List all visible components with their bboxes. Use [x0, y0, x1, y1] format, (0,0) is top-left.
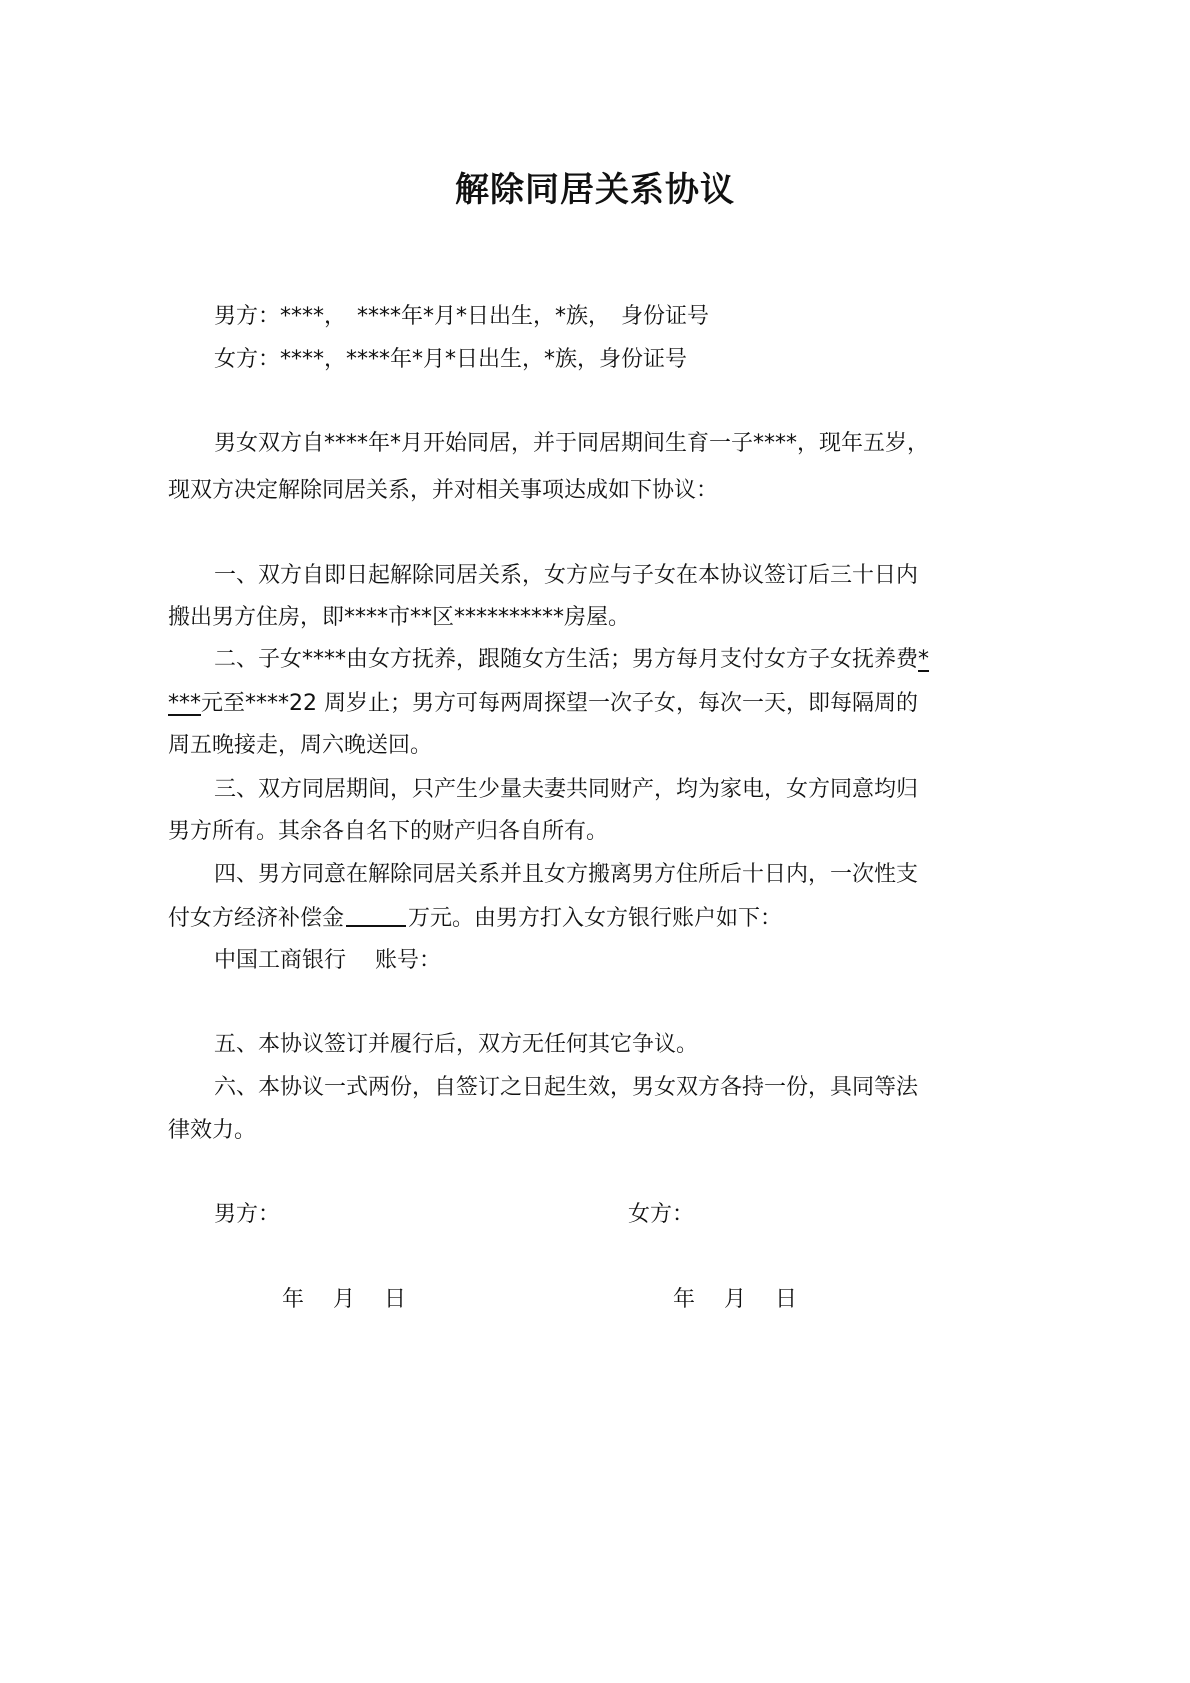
clause-2-text: 二、子女****由女方抚养，跟随女方生活；男方每月支付女方子女抚养费 — [214, 647, 919, 672]
clause-4-text-cont: 万元。由男方打入女方银行账户如下： — [408, 906, 783, 931]
intro-line-1: 男女双方自****年*月开始同居，并于同居期间生育一子****，现年五岁， — [214, 431, 930, 456]
clause-2-line-3: 周五晚接走，周六晚送回。 — [168, 733, 433, 758]
clause-4-text: 付女方经济补偿金 — [168, 906, 345, 931]
male-signature-label: 男方： — [214, 1202, 281, 1227]
document-title: 解除同居关系协议 — [455, 170, 735, 210]
clause-2-text-cont: 元至****22 周岁止；男方可每两周探望一次子女，每次一天，即每隔周的 — [201, 691, 918, 716]
support-amount-part-2: *** — [168, 691, 201, 716]
clause-2-line-2 — [168, 689, 918, 719]
female-party-info: 女方：****，****年*月*日出生，*族，身份证号 — [214, 347, 688, 372]
male-party-info: 男方：****， ****年*月*日出生，*族， 身份证号 — [214, 304, 710, 329]
clause-6-line-1: 六、本协议一式两份，自签订之日起生效，男女双方各持一份，具同等法 — [214, 1075, 919, 1100]
clause-4-line-2 — [168, 903, 782, 934]
female-signature-label: 女方： — [628, 1202, 695, 1227]
clause-2-line-1 — [214, 645, 929, 675]
clause-4-line-1: 四、男方同意在解除同居关系并且女方搬离男方住所后十日内，一次性支 — [214, 862, 919, 887]
clause-1-line-1: 一、双方自即日起解除同居关系，女方应与子女在本协议签订后三十日内 — [214, 563, 919, 588]
clause-6-line-2: 律效力。 — [168, 1118, 257, 1143]
support-amount-part-1: * — [918, 647, 930, 672]
bank-account-line: 中国工商银行 账号： — [214, 948, 441, 973]
female-signature-date: 年 月 日 — [673, 1287, 797, 1312]
clause-3-line-1: 三、双方同居期间，只产生少量夫妻共同财产，均为家电，女方同意均归 — [214, 777, 919, 802]
male-signature-date: 年 月 日 — [282, 1287, 406, 1312]
compensation-blank — [346, 903, 406, 927]
intro-line-2: 现双方决定解除同居关系，并对相关事项达成如下协议： — [168, 478, 719, 503]
clause-5: 五、本协议签订并履行后，双方无任何其它争议。 — [214, 1032, 699, 1057]
clause-1-line-2: 搬出男方住房，即****市**区**********房屋。 — [168, 605, 631, 630]
clause-3-line-2: 男方所有。其余各自名下的财产归各自所有。 — [168, 819, 609, 844]
